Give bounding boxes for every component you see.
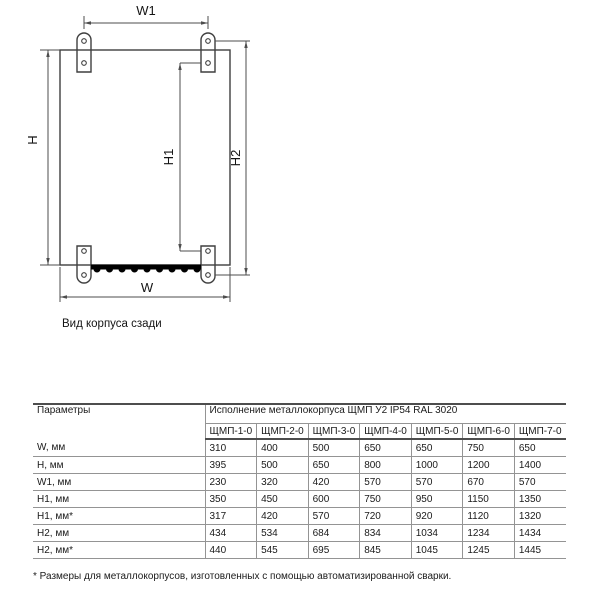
- table-cell: 1150: [463, 491, 515, 508]
- column-header-7: ЩМП-7-0: [514, 424, 566, 440]
- table-cell: 1320: [514, 508, 566, 525]
- table-cell: 1000: [411, 457, 463, 474]
- table-cell: 570: [411, 474, 463, 491]
- footnote: * Размеры для металлокорпусов, изготовленных с помощью автоматизированной сварки.: [33, 571, 452, 582]
- table-cell: 570: [360, 474, 412, 491]
- table-row: [33, 542, 566, 559]
- column-header-5: ЩМП-5-0: [411, 424, 463, 440]
- table-cell: 1434: [514, 525, 566, 542]
- table-cell: 1350: [514, 491, 566, 508]
- bracket-hole: [82, 249, 87, 254]
- table-cell: 1200: [463, 457, 515, 474]
- table-cell: 500: [257, 457, 309, 474]
- bracket-hole: [82, 39, 87, 44]
- table-cell: 950: [411, 491, 463, 508]
- dim-label-h2: H2: [228, 149, 243, 167]
- dim-label-h1: H1: [161, 148, 176, 166]
- table-cell: 1245: [463, 542, 515, 559]
- bracket-hole: [82, 273, 87, 278]
- row-label: H2, мм*: [33, 542, 205, 559]
- row-label: H1, мм: [33, 491, 205, 508]
- table-cell: 1234: [463, 525, 515, 542]
- column-header-1: ЩМП-1-0: [205, 424, 257, 440]
- table-cell: 570: [514, 474, 566, 491]
- table-cell: 395: [205, 457, 257, 474]
- table-cell: 650: [411, 439, 463, 457]
- table-cell: 1400: [514, 457, 566, 474]
- table-cell: 1045: [411, 542, 463, 559]
- enclosure-outline: [60, 50, 230, 265]
- table-cell: 440: [205, 542, 257, 559]
- table-cell: 420: [257, 508, 309, 525]
- row-label: H1, мм*: [33, 508, 205, 525]
- table-cell: 1445: [514, 542, 566, 559]
- table-cell: 800: [360, 457, 412, 474]
- table-cell: 320: [257, 474, 309, 491]
- table-cell: 500: [308, 439, 360, 457]
- cable-gland-strip: [91, 265, 201, 273]
- table-cell: 750: [360, 491, 412, 508]
- bracket-hole: [206, 273, 211, 278]
- table-cell: 310: [205, 439, 257, 457]
- table-cell: 600: [308, 491, 360, 508]
- table-cell: 750: [463, 439, 515, 457]
- dim-line-h1: [180, 63, 201, 251]
- table-cell: 230: [205, 474, 257, 491]
- table-cell: 684: [308, 525, 360, 542]
- row-label: H2, мм: [33, 525, 205, 542]
- table-row: [33, 439, 566, 457]
- table-cell: 317: [205, 508, 257, 525]
- table-cell: 720: [360, 508, 412, 525]
- table-cell: 534: [257, 525, 309, 542]
- dim-line-h: [40, 50, 60, 265]
- table-row: [33, 508, 566, 525]
- table-cell: 650: [308, 457, 360, 474]
- table-cell: 695: [308, 542, 360, 559]
- dim-label-h: H: [25, 135, 40, 145]
- table-row: [33, 525, 566, 542]
- table-cell: 1120: [463, 508, 515, 525]
- table-row: [33, 491, 566, 508]
- table-cell: 450: [257, 491, 309, 508]
- group-header: Исполнение металлокорпуса ЩМП У2 IP54 RAL 3020: [205, 404, 566, 424]
- bracket-hole: [206, 249, 211, 254]
- table-cell: 650: [360, 439, 412, 457]
- table-cell: 650: [514, 439, 566, 457]
- row-label: H, мм: [33, 457, 205, 474]
- bracket-hole: [82, 61, 87, 66]
- table-cell: 1034: [411, 525, 463, 542]
- column-header-6: ЩМП-6-0: [463, 424, 515, 440]
- column-header-3: ЩМП-3-0: [308, 424, 360, 440]
- table-cell: 420: [308, 474, 360, 491]
- bracket-hole: [206, 39, 211, 44]
- spec-table: [33, 403, 566, 559]
- row-label: W1, мм: [33, 474, 205, 491]
- table-cell: 434: [205, 525, 257, 542]
- dim-label-w1: W1: [136, 3, 156, 18]
- table-cell: 834: [360, 525, 412, 542]
- bracket-hole: [206, 61, 211, 66]
- drawing-caption: Вид корпуса сзади: [62, 318, 162, 330]
- table-row: [33, 457, 566, 474]
- table-cell: 920: [411, 508, 463, 525]
- table-cell: 570: [308, 508, 360, 525]
- param-column-header: Параметры: [33, 404, 205, 439]
- dim-label-w: W: [140, 280, 154, 295]
- column-header-4: ЩМП-4-0: [360, 424, 412, 440]
- table-cell: 400: [257, 439, 309, 457]
- table-row: [33, 474, 566, 491]
- table-cell: 545: [257, 542, 309, 559]
- table-cell: 350: [205, 491, 257, 508]
- table-cell: 670: [463, 474, 515, 491]
- row-label: W, мм: [33, 439, 205, 457]
- column-header-2: ЩМП-2-0: [257, 424, 309, 440]
- table-cell: 845: [360, 542, 412, 559]
- table-header-row-group: [33, 404, 566, 424]
